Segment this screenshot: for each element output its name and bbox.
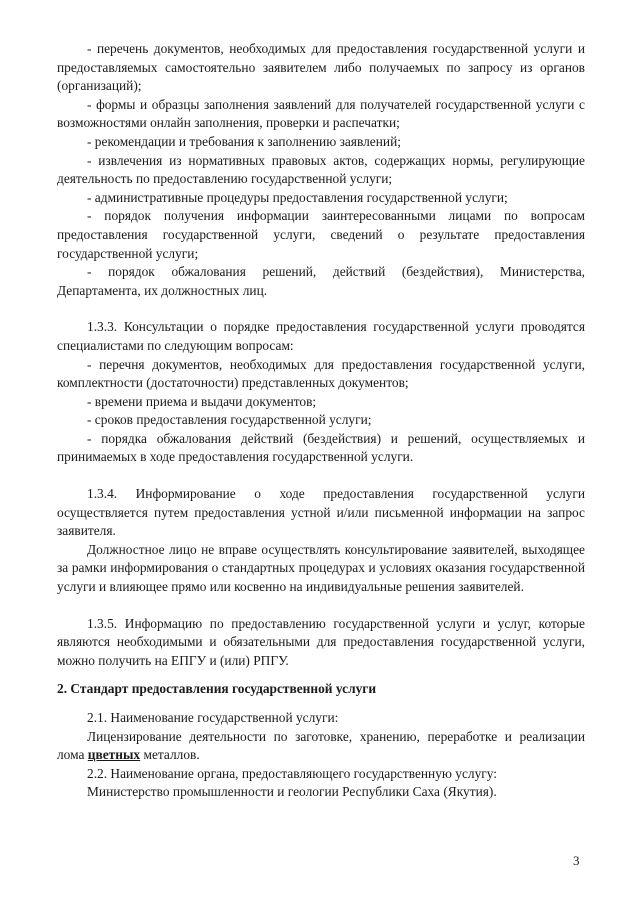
- list-item: - сроков предоставления государственной услуги;: [87, 412, 372, 428]
- highlighted-word: цветных: [87, 747, 141, 763]
- clause-text: 1.3.5. Информацию по предоставлению государственной услуги и услуг, которые являются необходимыми и обязательными для предоставления государственной услуги, можно получить на ЕПГУ и (или) РПГУ.: [57, 615, 585, 668]
- page-number: 3: [573, 853, 580, 868]
- clause-1-3-5: [57, 615, 585, 671]
- clause-text: Должностное лицо не вправе осуществлять консультирование заявителей, выходящее за рамки информирования о стандартных процедурах и условиях оказания государственной услуги и влияющее прямо или косвенно на индивидуальные решения заявителей.: [57, 541, 585, 595]
- list-item: - времени приема и выдачи документов;: [87, 393, 317, 409]
- clause-1-3-4: [57, 485, 585, 597]
- list-item: - административные процедуры предоставления государственной услуги;: [87, 189, 508, 205]
- services-info-list: [57, 40, 585, 300]
- text-fragment: Лицензирование деятельности по заготовке, хранению, переработке и реализации лома: [57, 728, 585, 763]
- item-2-2-title: 2.2. Наименование органа, предоставляющего государственную услугу:: [87, 765, 498, 781]
- list-item: - перечня документов, необходимых для предоставления государственной услуги, комплектности (достаточности) представленных документов;: [57, 356, 585, 391]
- list-item: - рекомендации и требования к заполнению заявлений;: [87, 133, 401, 149]
- item-2-1-title: 2.1. Наименование государственной услуги:: [87, 710, 339, 725]
- text-fragment: металлов.: [140, 747, 200, 763]
- list-item: - порядка обжалования действий (бездействия) и решений, осуществляемых и принимаемых в ходе предоставления государственной услуги.: [57, 430, 585, 465]
- item-2-2-text: Министерство промышленности и геологии Республики Саха (Якутия).: [87, 784, 497, 800]
- list-item: - извлечения из нормативных правовых актов, содержащих нормы, регулирующие деятельность по предоставлению государственной услуги;: [57, 152, 585, 187]
- list-item: - порядок обжалования решений, действий (бездействия), Министерства, Департамента, их должностных лиц.: [57, 264, 585, 298]
- list-item: - порядок получения информации заинтересованными лицами по вопросам предоставления государственной услуги, сведений о результате предоставления государственной услуги;: [57, 208, 585, 261]
- clause-text: 1.3.3. Консультации о порядке предоставления государственной услуги проводятся специалистами по следующим вопросам:: [57, 319, 585, 353]
- clause-1-3-3: [57, 318, 585, 467]
- list-item: - перечень документов, необходимых для предоставления государственной услуги и предоставляемых самостоятельно заявителем либо получаемых по запросу из органов (организаций);: [57, 41, 585, 94]
- clause-text: 1.3.4. Информирование о ходе предоставления государственной услуги осуществляется путем предоставления устной и/или письменной информации на запрос заявителя.: [57, 486, 585, 539]
- page-content: [57, 40, 585, 802]
- item-2-1-text: [57, 728, 585, 765]
- section-heading: 2. Стандарт предоставления государственной услуги: [57, 681, 377, 697]
- list-item: - формы и образцы заполнения заявлений для получателей государственной услуги с возможностями онлайн заполнения, проверки и распечатки;: [57, 96, 585, 131]
- section-2: [57, 680, 585, 802]
